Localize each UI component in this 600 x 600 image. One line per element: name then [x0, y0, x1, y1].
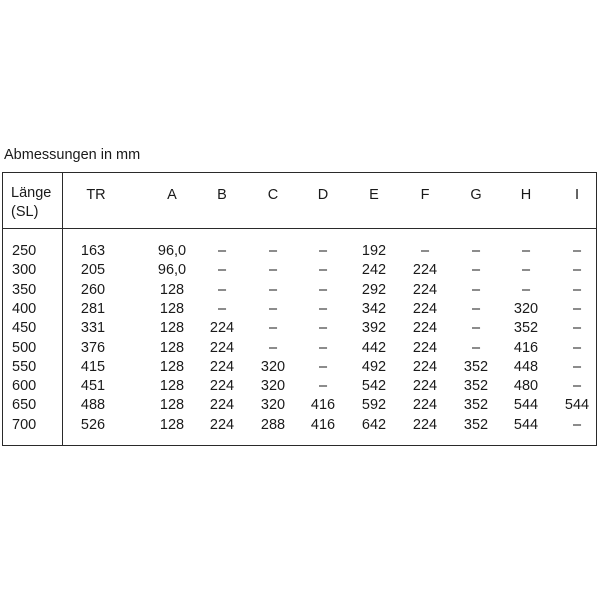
cell-g: 352 [463, 416, 489, 433]
cell-c: – [268, 339, 278, 356]
cell-c: – [268, 300, 278, 317]
cell-g: 352 [463, 378, 489, 395]
table-row [3, 262, 596, 281]
cell-i: – [572, 339, 582, 356]
cell-i: – [572, 243, 582, 259]
cell-g: 352 [463, 397, 489, 414]
cell-e: 292 [361, 281, 387, 298]
cell-length: 400 [12, 300, 37, 317]
cell-tr: 205 [80, 262, 106, 279]
cell-d: – [318, 281, 328, 298]
cell-c: – [268, 281, 278, 298]
cell-c: 320 [260, 397, 286, 414]
cell-length: 300 [12, 262, 37, 279]
cell-length: 250 [12, 243, 37, 259]
cell-b: 224 [209, 397, 235, 414]
cell-g: 352 [463, 358, 489, 375]
cell-g: – [471, 243, 481, 259]
cell-h: – [521, 243, 531, 259]
cell-b: – [217, 300, 227, 317]
cell-d: – [318, 300, 328, 317]
header-d: D [317, 187, 329, 203]
cell-i: – [572, 300, 582, 317]
header-length-unit: (SL) [11, 204, 39, 220]
dimensions-table [2, 172, 597, 446]
header-c: C [267, 187, 279, 203]
cell-b: 224 [209, 378, 235, 395]
cell-c: 320 [260, 378, 286, 395]
cell-length: 450 [12, 320, 37, 337]
cell-tr: 415 [80, 358, 106, 375]
cell-length: 500 [12, 339, 37, 356]
header-b: B [217, 187, 227, 203]
cell-a: 96,0 [157, 262, 187, 279]
cell-c: – [268, 320, 278, 337]
cell-d: – [318, 243, 328, 259]
cell-a: 128 [159, 320, 185, 337]
cell-e: 442 [361, 339, 387, 356]
cell-f: 224 [412, 320, 438, 337]
cell-h: 320 [513, 300, 539, 317]
cell-b: – [217, 243, 227, 259]
cell-f: 224 [412, 281, 438, 298]
cell-h: 448 [513, 358, 539, 375]
header-g: G [470, 187, 482, 203]
cell-f: 224 [412, 300, 438, 317]
cell-length: 350 [12, 281, 37, 298]
cell-length: 600 [12, 378, 37, 395]
header-length [11, 184, 63, 222]
cell-length: 650 [12, 397, 37, 414]
cell-f: 224 [412, 397, 438, 414]
cell-h: 544 [513, 416, 539, 433]
cell-e: 242 [361, 262, 387, 279]
cell-d: – [318, 358, 328, 375]
cell-b: 224 [209, 339, 235, 356]
header-tr: TR [86, 187, 106, 203]
cell-h: 416 [513, 339, 539, 356]
cell-e: 342 [361, 300, 387, 317]
cell-b: 224 [209, 416, 235, 433]
cell-h: – [521, 281, 531, 298]
cell-c: – [268, 243, 278, 259]
cell-f: 224 [412, 262, 438, 279]
cell-g: – [471, 262, 481, 279]
cell-length: 550 [12, 358, 37, 375]
table-caption: Abmessungen in mm [4, 147, 141, 163]
cell-tr: 281 [80, 300, 106, 317]
cell-e: 542 [361, 378, 387, 395]
table-row [3, 243, 596, 262]
header-i: I [574, 187, 580, 203]
cell-tr: 331 [80, 320, 106, 337]
table-row [3, 417, 596, 436]
table-row [3, 301, 596, 320]
header-length-label: Länge [11, 185, 52, 201]
table-row [3, 320, 596, 339]
cell-i: – [572, 320, 582, 337]
cell-i: – [572, 281, 582, 298]
cell-e: 492 [361, 358, 387, 375]
cell-tr: 163 [80, 243, 106, 259]
header-h: H [520, 187, 532, 203]
cell-b: 224 [209, 320, 235, 337]
header-divider [3, 228, 596, 229]
table-row [3, 378, 596, 397]
cell-e: 192 [361, 243, 387, 259]
cell-d: – [318, 262, 328, 279]
cell-b: – [217, 281, 227, 298]
cell-b: – [217, 262, 227, 279]
table-row [3, 340, 596, 359]
cell-g: – [471, 281, 481, 298]
cell-h: – [521, 262, 531, 279]
cell-a: 128 [159, 300, 185, 317]
cell-h: 352 [513, 320, 539, 337]
header-f: F [420, 187, 430, 203]
cell-h: 480 [513, 378, 539, 395]
cell-f: 224 [412, 378, 438, 395]
cell-a: 128 [159, 339, 185, 356]
cell-d: 416 [310, 416, 336, 433]
cell-h: 544 [513, 397, 539, 414]
table-row [3, 359, 596, 378]
cell-tr: 376 [80, 339, 106, 356]
cell-e: 392 [361, 320, 387, 337]
cell-d: 416 [310, 397, 336, 414]
cell-f: 224 [412, 358, 438, 375]
cell-b: 224 [209, 358, 235, 375]
cell-g: – [471, 300, 481, 317]
cell-f: 224 [412, 339, 438, 356]
cell-c: 288 [260, 416, 286, 433]
cell-a: 128 [159, 416, 185, 433]
cell-f: – [420, 243, 430, 259]
cell-i: – [572, 262, 582, 279]
cell-c: 320 [260, 358, 286, 375]
table-row [3, 282, 596, 301]
header-a: A [167, 187, 177, 203]
cell-i: – [572, 358, 582, 375]
cell-a: 128 [159, 281, 185, 298]
cell-g: – [471, 320, 481, 337]
cell-d: – [318, 320, 328, 337]
cell-i: 544 [564, 397, 590, 414]
table-row [3, 397, 596, 416]
cell-a: 96,0 [157, 243, 187, 259]
cell-i: – [572, 416, 582, 433]
cell-g: – [471, 339, 481, 356]
cell-a: 128 [159, 397, 185, 414]
cell-tr: 451 [80, 378, 106, 395]
cell-a: 128 [159, 358, 185, 375]
cell-i: – [572, 378, 582, 395]
cell-length: 700 [12, 416, 37, 433]
cell-tr: 526 [80, 416, 106, 433]
cell-tr: 260 [80, 281, 106, 298]
cell-e: 592 [361, 397, 387, 414]
cell-d: – [318, 378, 328, 395]
cell-c: – [268, 262, 278, 279]
cell-f: 224 [412, 416, 438, 433]
cell-d: – [318, 339, 328, 356]
cell-a: 128 [159, 378, 185, 395]
cell-e: 642 [361, 416, 387, 433]
header-e: E [369, 187, 379, 203]
cell-tr: 488 [80, 397, 106, 414]
